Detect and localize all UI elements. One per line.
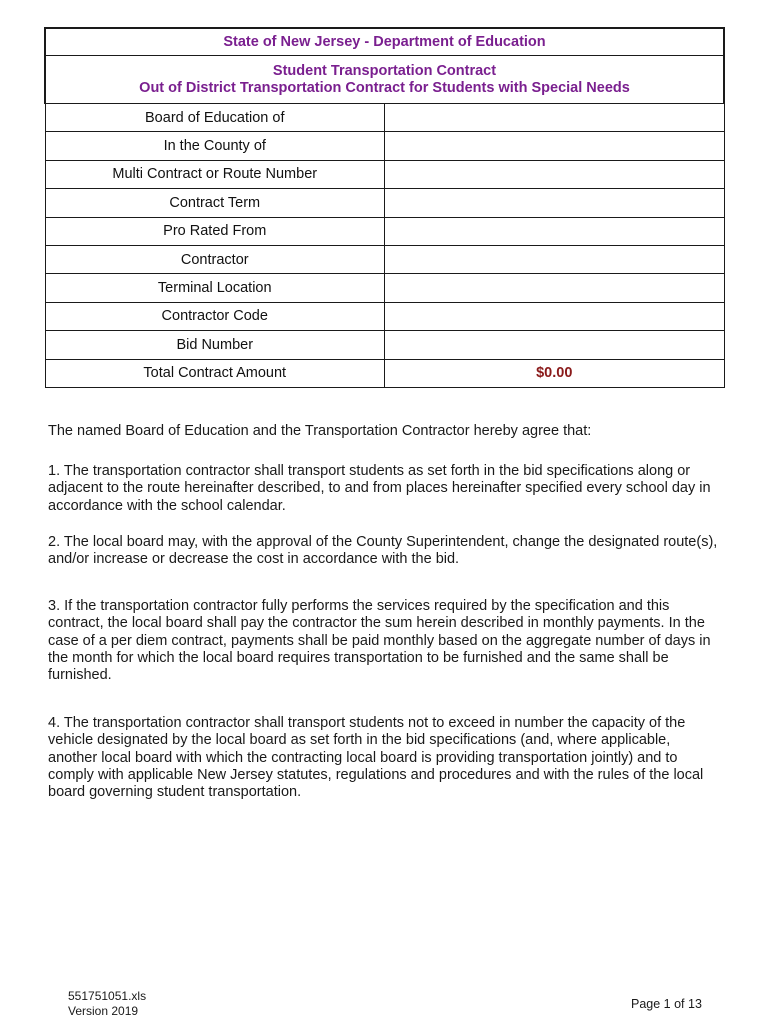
contract-title <box>45 56 724 104</box>
pro-rated-from-field[interactable] <box>385 217 725 245</box>
field-label: In the County of <box>45 132 385 160</box>
field-row-bid <box>45 331 724 359</box>
contractor-code-field[interactable] <box>385 302 725 330</box>
field-row-prorated <box>45 217 724 245</box>
field-label: Board of Education of <box>45 104 385 132</box>
field-row-route <box>45 160 724 188</box>
field-row-contractor <box>45 245 724 273</box>
route-number-field[interactable] <box>385 160 725 188</box>
bid-number-field[interactable] <box>385 331 725 359</box>
contractor-field[interactable] <box>385 245 725 273</box>
field-label: Terminal Location <box>45 274 385 302</box>
field-label: Total Contract Amount <box>45 359 385 387</box>
contract-term-field[interactable] <box>385 189 725 217</box>
clause-4: 4. The transportation contractor shall transport students not to exceed in number the capacity of the vehicle designated by the local board as set forth in the bid specifications (and, where applicable, another local board with which the contracting local board is providing transportation jointly) and to comply with applicable New Jersey statutes, regulations and procedures and with the rules of the local board governing student transportation. <box>48 715 704 801</box>
field-row-term <box>45 189 724 217</box>
field-label: Multi Contract or Route Number <box>45 160 385 188</box>
agency-header: State of New Jersey - Department of Education <box>45 28 724 56</box>
contract-form-table <box>44 27 725 388</box>
footer-filename: 551751051.xls <box>68 989 147 1003</box>
field-row-county <box>45 132 724 160</box>
contract-title-line1: Student Transportation Contract <box>272 62 497 79</box>
footer-file-info <box>68 989 146 1019</box>
county-field[interactable] <box>385 132 725 160</box>
field-label: Bid Number <box>45 331 385 359</box>
agreement-intro: The named Board of Education and the Transportation Contractor hereby agree that: <box>48 423 592 439</box>
footer-version: Version 2019 <box>68 1004 139 1018</box>
field-row-board <box>45 104 724 132</box>
total-contract-amount: $0.00 <box>385 359 725 387</box>
field-label: Contractor <box>45 245 385 273</box>
terminal-location-field[interactable] <box>385 274 725 302</box>
field-row-total <box>45 359 724 387</box>
clause-1: 1. The transportation contractor shall transport students as set forth in the bid specifications along or adjacent to the route hereinafter described, to and from places hereinafter specified every school day in accordance with the school calendar. <box>48 463 711 514</box>
page-number: Page 1 of 13 <box>631 997 702 1011</box>
field-row-terminal <box>45 274 724 302</box>
clause-2: 2. The local board may, with the approval of the County Superintendent, change the designated route(s), and/or increase or decrease the cost in accordance with the bid. <box>48 534 718 568</box>
contract-title-line2: Out of District Transportation Contract for Students with Special Needs <box>139 79 630 96</box>
field-label: Contract Term <box>45 189 385 217</box>
field-label: Contractor Code <box>45 302 385 330</box>
field-label: Pro Rated From <box>45 217 385 245</box>
board-of-education-field[interactable] <box>385 104 725 132</box>
clause-3: 3. If the transportation contractor fully performs the services required by the specification and this contract, the local board shall pay the contractor the sum herein described in monthly payments. In the case of a per diem contract, payments shall be paid monthly based on the aggregate number of days in the month for which the local board requires transportation to be furnished and the same shall be furnished. <box>48 598 711 684</box>
field-row-code <box>45 302 724 330</box>
